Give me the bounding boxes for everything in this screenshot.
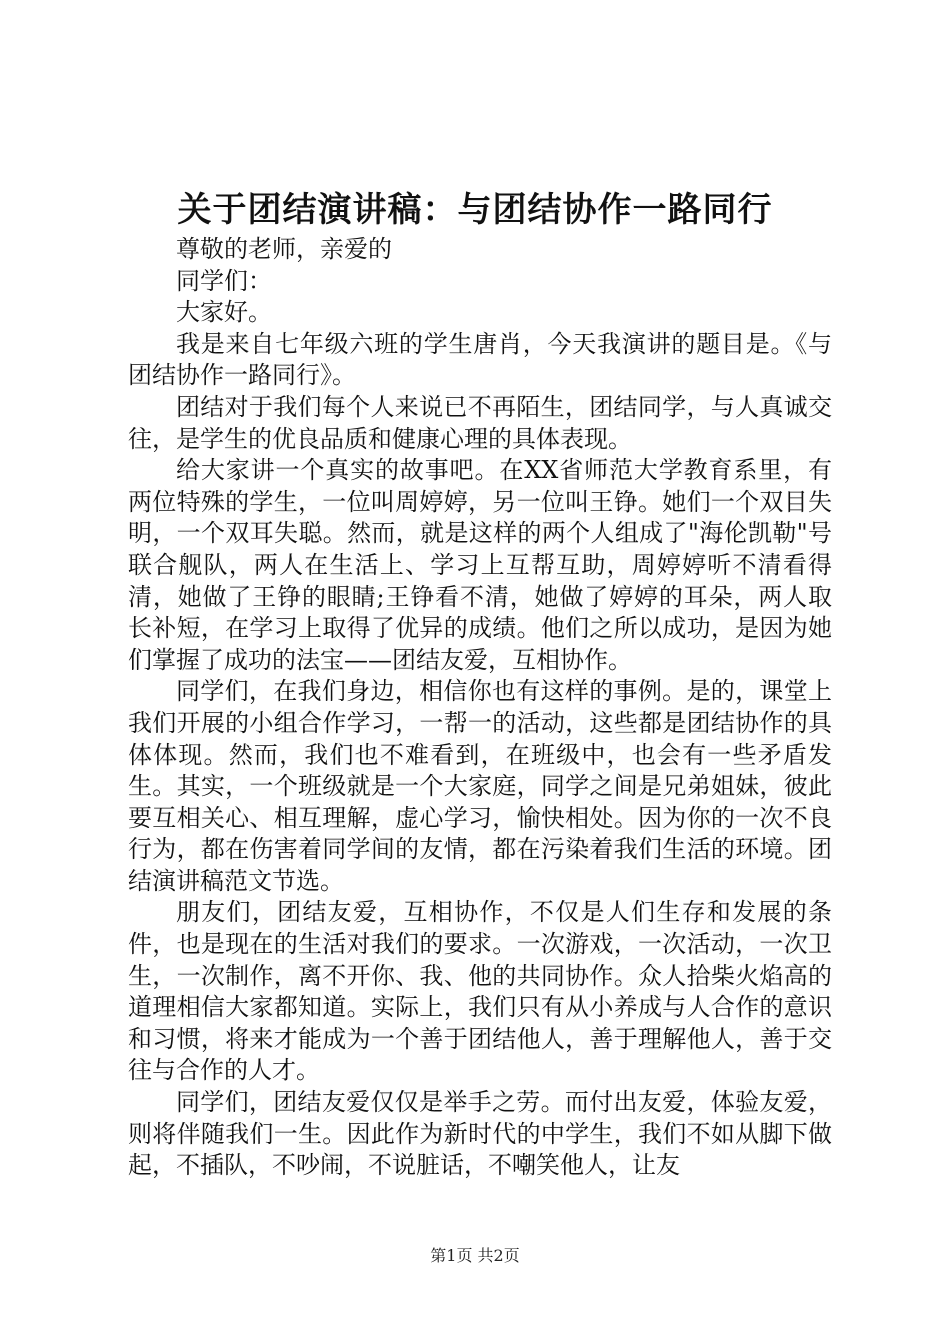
paragraph-greeting-2: 同学们： <box>176 266 272 295</box>
paragraph-introduction: 我是来自七年级六班的学生唐肖，今天我演讲的题目是。《与团结协作一路同行》。 <box>128 329 832 390</box>
document-title: 关于团结演讲稿：与团结协作一路同行 <box>177 190 773 230</box>
document-body <box>128 234 832 1182</box>
paragraph-conclusion: 同学们，团结友爱仅仅是举手之劳。而付出友爱，体验友爱，则将伴随我们一生。因此作为新时代的中学生，我们不如从脚下做起，不插队，不吵闹，不说脏话，不嘲笑他人，让友 <box>128 1088 832 1180</box>
paragraph-greeting-3: 大家好。 <box>176 298 272 327</box>
paragraph-classroom: 同学们，在我们身边，相信你也有这样的事例。是的，课堂上我们开展的小组合作学习，一帮一的活动，这些都是团结协作的具体体现。然而，我们也不难看到，在班级中，也会有一些矛盾发生。其实，一个班级就是一个大家庭，同学之间是兄弟姐妹，彼此要互相关心、相互理解，虚心学习，愉快相处。因为你的一次不良行为，都在伤害着同学间的友情，都在污染着我们生活的环境。团结演讲稿范文节选。 <box>128 677 832 895</box>
paragraph-story: 给大家讲一个真实的故事吧。在XX省师范大学教育系里，有两位特殊的学生，一位叫周婷婷，另一位叫王铮。她们一个双目失明，一个双耳失聪。然而，就是这样的两个人组成了"海伦凯勒"号联合舰队，两人在生活上、学习上互帮互助，周婷婷听不清看得清，她做了王铮的眼睛;王铮看不清，她做了婷婷的耳朵，两人取长补短，在学习上取得了优异的成绩。他们之所以成功，是因为她们掌握了成功的法宝——团结友爱，互相协作。 <box>128 456 832 674</box>
paragraph-friends: 朋友们，团结友爱，互相协作，不仅是人们生存和发展的条件，也是现在的生活对我们的要求。一次游戏，一次活动，一次卫生，一次制作，离不开你、我、他的共同协作。众人拾柴火焰高的道理相信大家都知道。实际上，我们只有从小养成与人合作的意识和习惯，将来才能成为一个善于团结他人，善于理解他人，善于交往与合作的人才。 <box>128 898 832 1085</box>
paragraph-unity-meaning: 团结对于我们每个人来说已不再陌生，团结同学，与人真诚交往，是学生的优良品质和健康心理的具体表现。 <box>128 392 832 453</box>
paragraph-greeting-1: 尊敬的老师，亲爱的 <box>176 235 392 263</box>
page-footer: 第1页 共2页 <box>430 1246 520 1265</box>
